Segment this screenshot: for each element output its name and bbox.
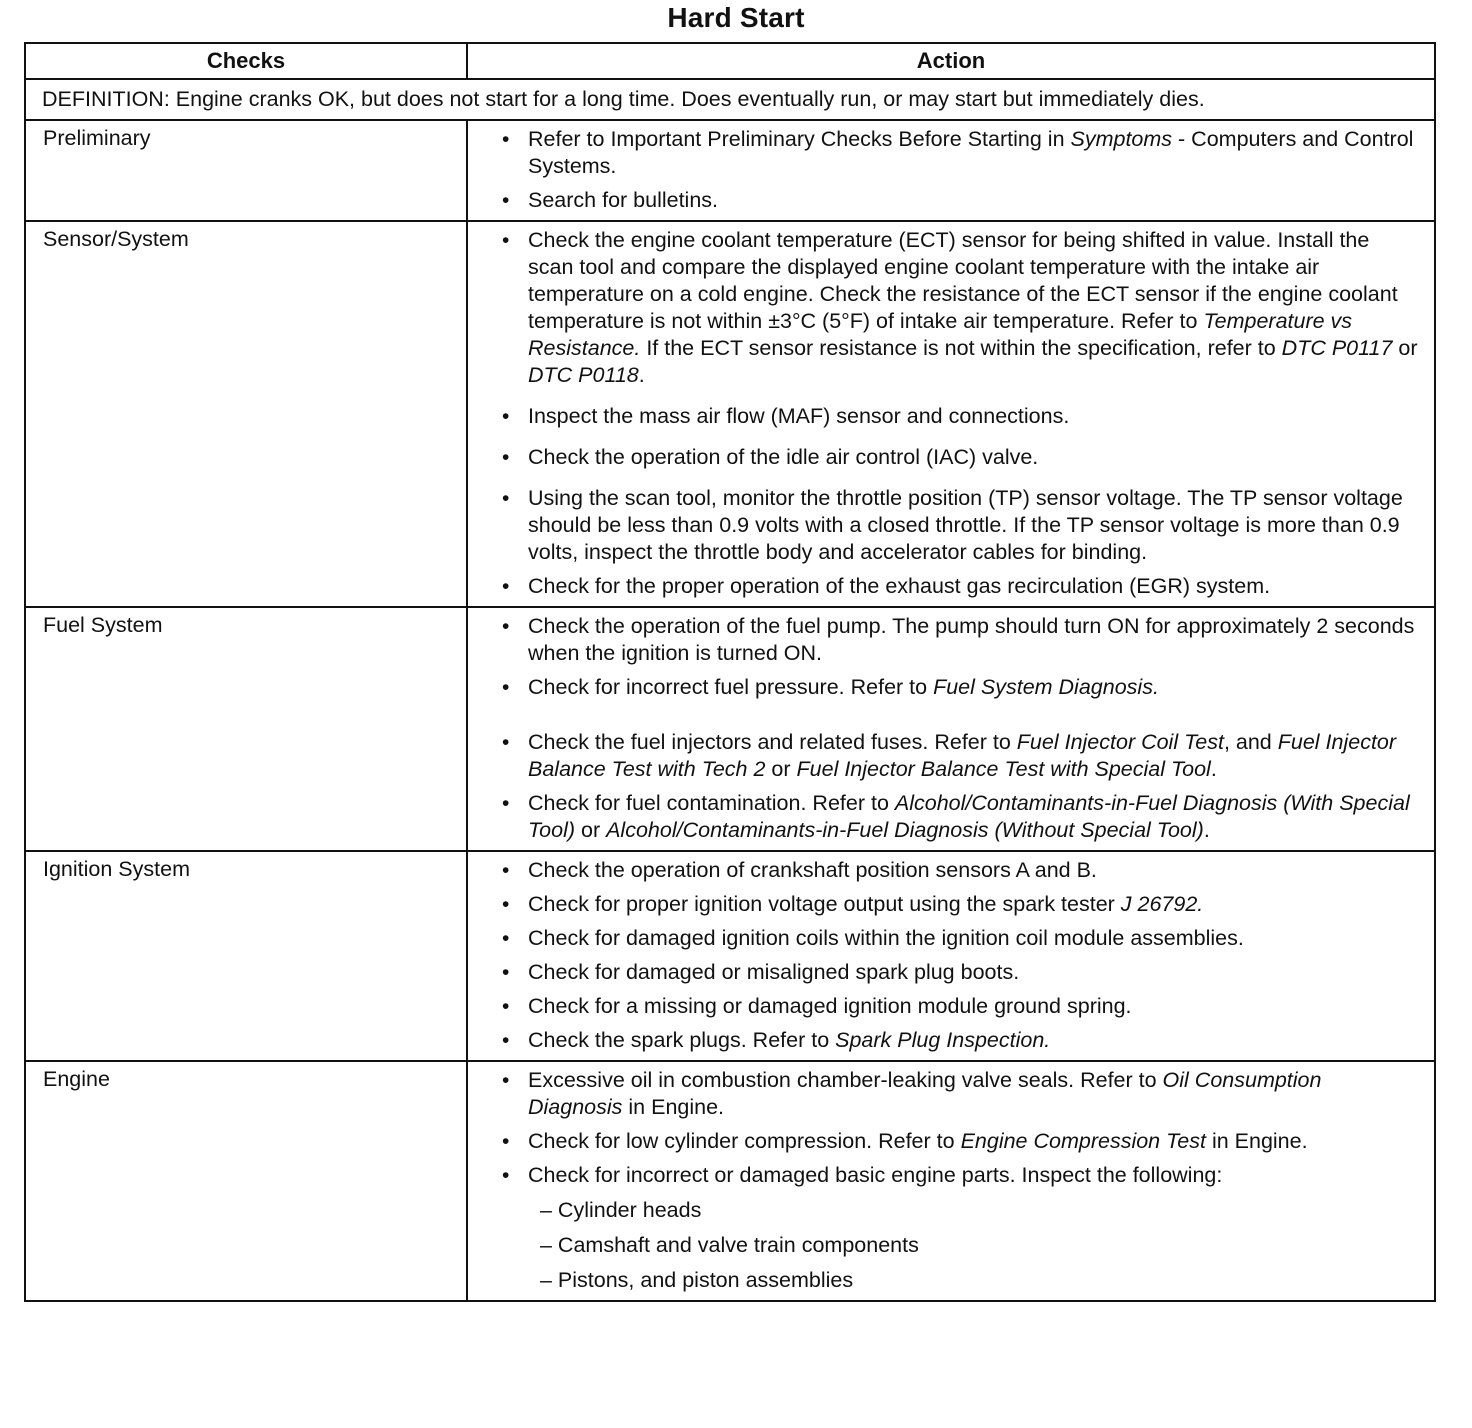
action-text: Check for fuel contamination. Refer to (528, 791, 895, 815)
action-text: Search for bulletins. (528, 188, 719, 212)
table-row-sensor-system (25, 221, 1435, 607)
action-text: Check for low cylinder compression. Refer to (528, 1129, 961, 1153)
action-item (500, 857, 1418, 884)
definition-row (25, 79, 1435, 120)
reference-link-text: Oil Consumption Diagnosis (528, 1068, 1322, 1119)
inspection-sublist (528, 1197, 1418, 1294)
action-item (500, 444, 1418, 471)
table-row-ignition-system (25, 851, 1435, 1061)
inspection-subitem: – Camshaft and valve train components (540, 1233, 919, 1257)
action-text: Check for incorrect or damaged basic engine parts. Inspect the following: (528, 1163, 1223, 1187)
action-text: Using the scan tool, monitor the throttle position (TP) sensor voltage. The TP sensor voltage should be less than 0.9 volts with a closed throttle. If the TP sensor voltage is more than 0.9 volts, inspect the throttle body and accelerator cables for binding. (528, 486, 1403, 564)
check-label: Preliminary (25, 120, 467, 221)
inspection-subitem: – Pistons, and piston assemblies (540, 1268, 854, 1292)
action-text: Check for incorrect fuel pressure. Refer to (528, 675, 934, 699)
action-item (500, 485, 1418, 566)
reference-link-text: Fuel Injector Balance Test with Tech 2 (528, 730, 1397, 781)
action-text: Check the fuel injectors and related fuses. Refer to (528, 730, 1017, 754)
action-item (500, 126, 1418, 180)
reference-link-text: Alcohol/Contaminants-in-Fuel Diagnosis (With Special Tool) (528, 791, 1410, 842)
checks-header: Checks (25, 43, 467, 79)
inspection-subitem: – Cylinder heads (540, 1198, 702, 1222)
action-item (500, 959, 1418, 986)
action-text: or (575, 818, 607, 842)
action-text: or (1392, 336, 1418, 360)
action-text: , and (1223, 730, 1278, 754)
page-title: Hard Start (667, 2, 805, 33)
action-text: Check for the proper operation of the exhaust gas recirculation (EGR) system. (528, 574, 1271, 598)
action-list (500, 126, 1418, 214)
action-text: Check the spark plugs. Refer to (528, 1028, 836, 1052)
table-row-engine (25, 1061, 1435, 1301)
action-item (500, 790, 1418, 844)
header-row (25, 43, 1435, 79)
action-text: Check the operation of crankshaft position sensors A and B. (528, 858, 1097, 882)
action-text: Inspect the mass air flow (MAF) sensor and connections. (528, 404, 1070, 428)
action-text: Check for proper ignition voltage output using the spark tester (528, 892, 1121, 916)
action-item (500, 729, 1418, 783)
action-text: If the ECT sensor resistance is not within the specification, refer to (640, 336, 1282, 360)
action-cell (467, 120, 1435, 221)
reference-link-text: Symptoms (1070, 127, 1173, 151)
action-text: or (765, 757, 797, 781)
action-text: Check for damaged or misaligned spark plug boots. (528, 960, 1020, 984)
action-list (500, 227, 1418, 600)
action-item (500, 993, 1418, 1020)
reference-link-text: Fuel Injector Coil Test (1016, 730, 1224, 754)
action-text: . (1210, 757, 1217, 781)
action-cell (467, 1061, 1435, 1301)
action-text: Refer to Important Preliminary Checks Before Starting in (528, 127, 1071, 151)
reference-link-text: Temperature vs Resistance. (528, 309, 1353, 360)
reference-link-text: J 26792. (1120, 892, 1204, 916)
action-item (500, 925, 1418, 952)
definition-text: DEFINITION: Engine cranks OK, but does not start for a long time. Does eventually run, or may start but immediately dies. (25, 79, 1435, 120)
reference-link-text: Spark Plug Inspection. (835, 1028, 1051, 1052)
action-item (500, 573, 1418, 600)
reference-link-text: DTC P0118 (528, 363, 639, 387)
check-label: Sensor/System (25, 221, 467, 607)
action-text: Check for a missing or damaged ignition module ground spring. (528, 994, 1132, 1018)
check-label: Fuel System (25, 607, 467, 851)
action-text: Check the operation of the idle air control (IAC) valve. (528, 445, 1039, 469)
action-item (500, 1027, 1418, 1054)
action-item (500, 1128, 1418, 1155)
action-item (500, 891, 1418, 918)
check-label: Engine (25, 1061, 467, 1301)
action-item (500, 187, 1418, 214)
action-header: Action (467, 43, 1435, 79)
reference-link-text: Fuel Injector Balance Test with Special Tool (796, 757, 1211, 781)
hard-start-table (24, 42, 1436, 1302)
action-text: in Engine. (1205, 1129, 1308, 1153)
reference-link-text: Alcohol/Contaminants-in-Fuel Diagnosis (Without Special Tool) (606, 818, 1204, 842)
action-text: Excessive oil in combustion chamber-leaking valve seals. Refer to (528, 1068, 1163, 1092)
action-text: Check the operation of the fuel pump. The pump should turn ON for approximately 2 seconds when the ignition is turned ON. (528, 614, 1415, 665)
action-item (500, 1162, 1418, 1294)
action-cell (467, 607, 1435, 851)
action-cell (467, 851, 1435, 1061)
reference-link-text: Fuel System Diagnosis. (933, 675, 1159, 699)
action-text: - Computers and Control Systems. (528, 127, 1414, 178)
action-cell (467, 221, 1435, 607)
action-text: Check for damaged ignition coils within the ignition coil module assemblies. (528, 926, 1244, 950)
reference-link-text: Engine Compression Test (960, 1129, 1206, 1153)
reference-link-text: DTC P0117 (1281, 336, 1393, 360)
check-label: Ignition System (25, 851, 467, 1061)
table-row-preliminary (25, 120, 1435, 221)
action-item (500, 403, 1418, 430)
table-row-fuel-system (25, 607, 1435, 851)
action-text: in Engine. (622, 1095, 725, 1119)
action-list (500, 613, 1418, 844)
action-list (500, 1067, 1418, 1294)
action-item (500, 613, 1418, 667)
action-text: . (1203, 818, 1210, 842)
action-item (500, 674, 1418, 701)
action-text: . (638, 363, 645, 387)
action-list (500, 857, 1418, 1054)
action-text: Check the engine coolant temperature (ECT) sensor for being shifted in value. Install the scan tool and compare the displayed engine coolant temperature with the intake air temperature on a cold engine. Check the resistance of the ECT sensor if the engine coolant temperature is not within ±3°C (5°F) of intake air temperature. Refer to (528, 228, 1398, 333)
action-item (500, 1067, 1418, 1121)
action-item (500, 227, 1418, 389)
